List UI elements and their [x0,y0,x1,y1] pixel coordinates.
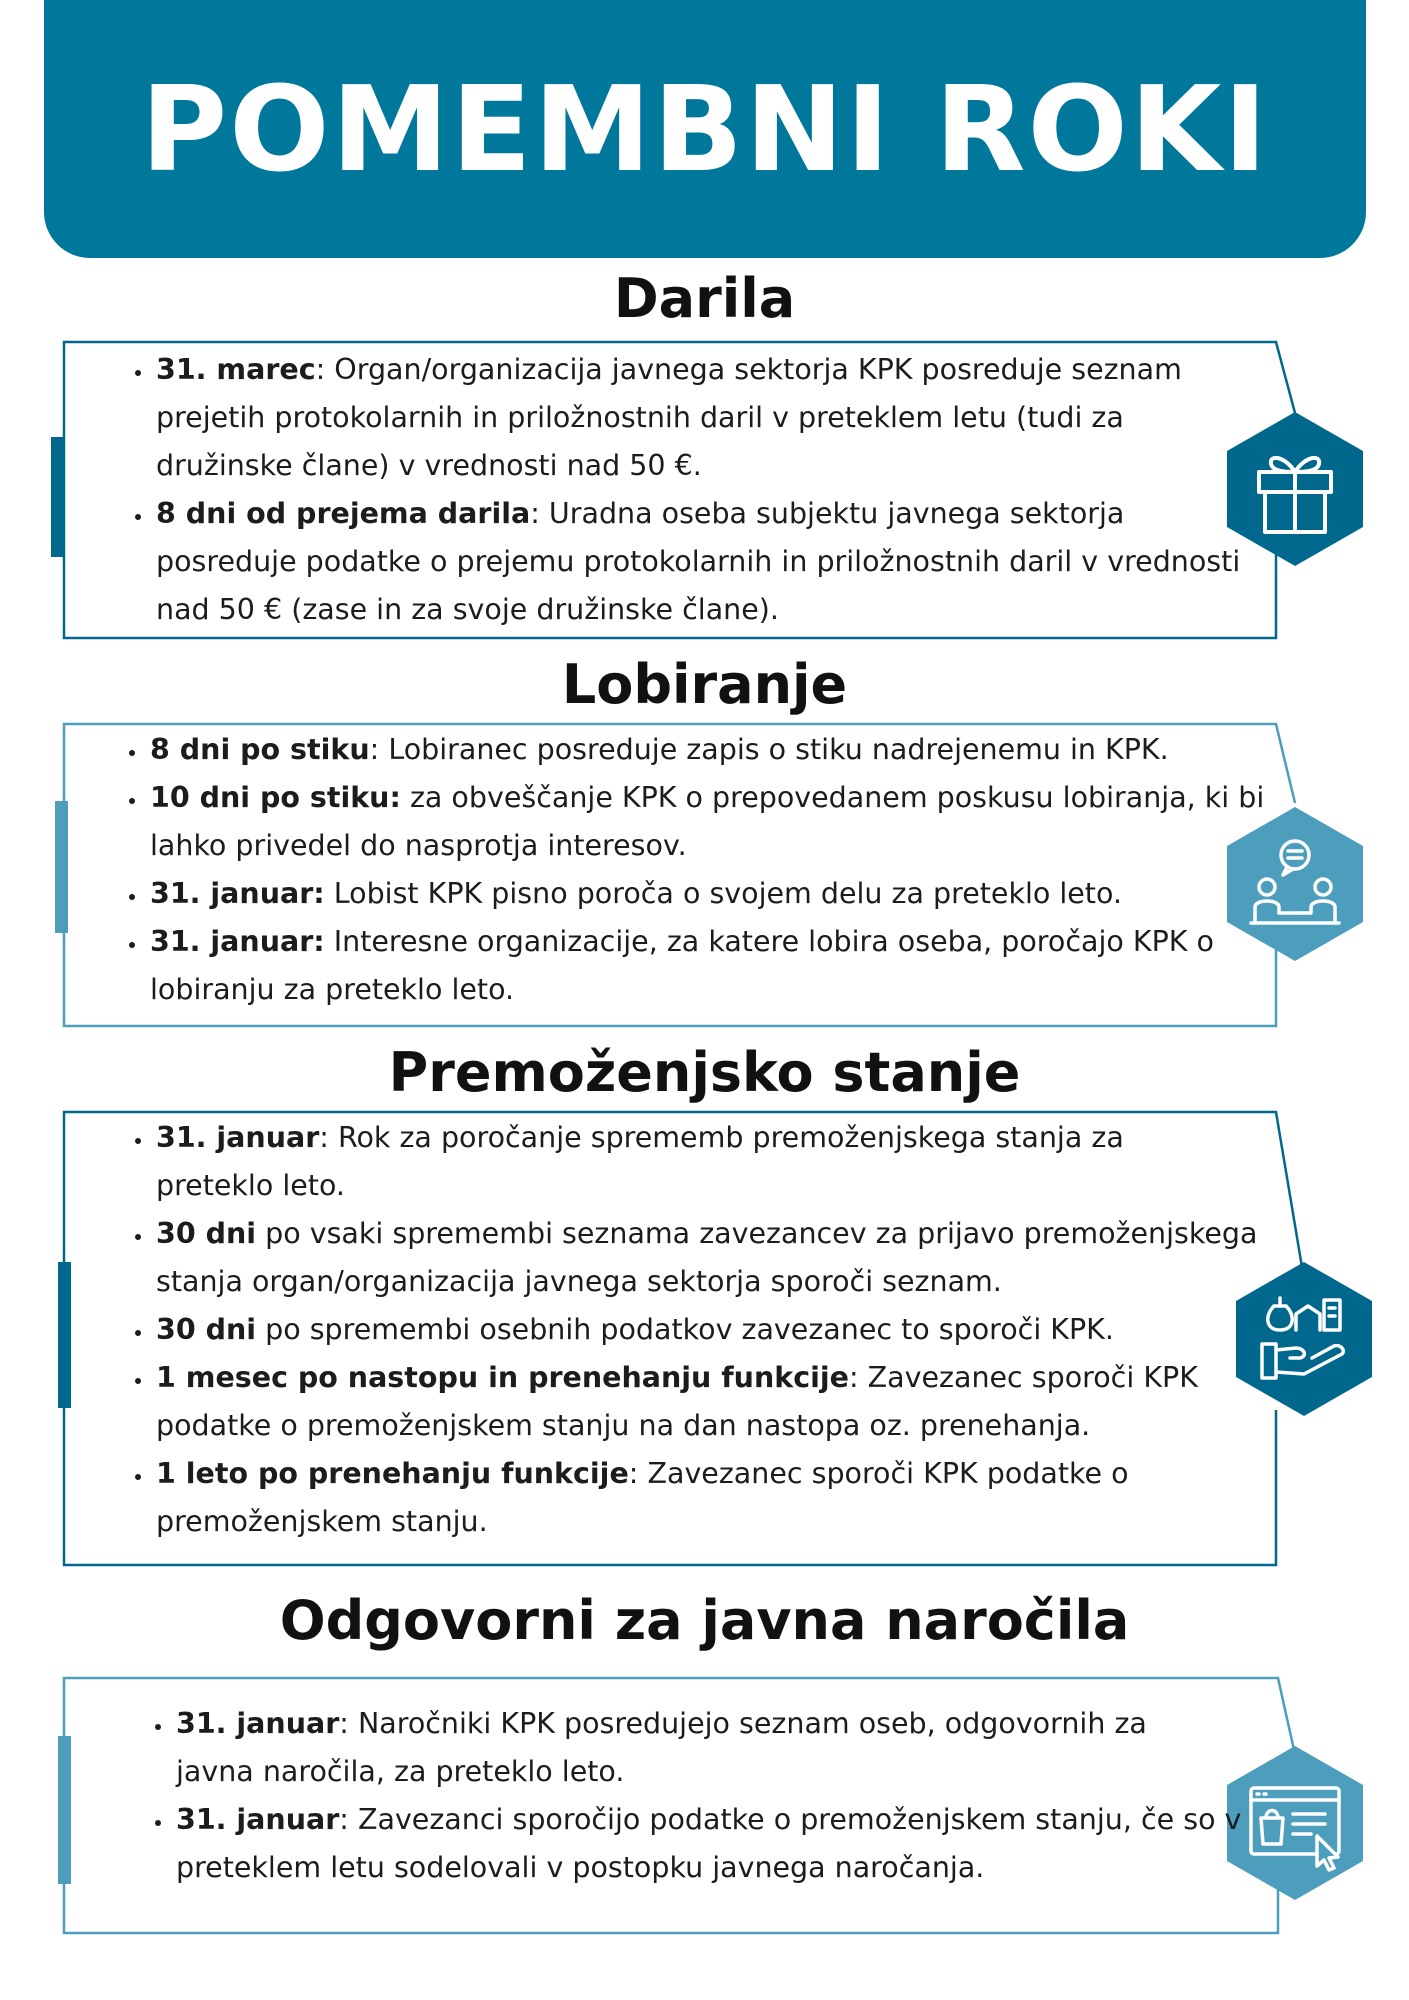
list-item [154,1210,1304,1306]
section-title-darila: Darila [613,267,796,330]
list-item: • 31. januar: Rok za poročanje sprememb premoženjskega stanja za preteklo leto. [154,1114,1304,1210]
list-premozenje [122,1114,1304,1546]
deadline-text: Uradna oseba subjektu javnega sektorja posreduje podatke o prejemu protokolarnih in priložnostnih daril v vrednosti nad 50 € (zase in za svoje družinske člane). [156,497,1241,626]
list-item [148,918,1268,1014]
deadline-text: Rok za poročanje sprememb premoženjskega stanja za preteklo leto. [156,1121,1124,1202]
deadline-label: 1 mesec po nastopu in prenehanju funkcije [156,1361,849,1394]
list-item: • 31. marec: Organ/organizacija javnega sektorja KPK posreduje seznam prejetih protokolarnih in priložnostnih daril v preteklem letu (tudi za družinske člane) v vrednosti nad 50 €. [154,346,1264,490]
deadline-text: Naročniki KPK posredujejo seznam oseb, odgovornih za javna naročila, za preteklo leto. [176,1707,1147,1788]
deadline-text: Zavezanci sporočijo podatke o premoženjskem stanju, če so v preteklem letu sodelovali v postopku javnega naročanja. [176,1803,1242,1884]
section-title-narocila: Odgovorni za javna naročila [279,1589,1130,1652]
deadline-label: 1 leto po prenehanju funkcije [156,1457,629,1490]
section-accent-darila [51,437,64,557]
section-title-premozenje: Premoženjsko stanje [388,1041,1021,1104]
list-narocila [142,1700,1264,1892]
deadline-text: Zavezanec sporoči KPK podatke o premoženjskem stanju. [156,1457,1129,1538]
list-item: • 1 leto po prenehanju funkcije: Zavezanec sporoči KPK podatke o premoženjskem stanju. [154,1450,1304,1546]
list-item: • 1 mesec po nastopu in prenehanju funkcije: Zavezanec sporoči KPK podatke o premoženjskem stanju na dan nastopa oz. prenehanja. [154,1354,1304,1450]
section-accent-premozenje [58,1262,71,1408]
deadline-label: 8 dni po stiku [150,733,370,766]
deadline-text: Zavezanec sporoči KPK podatke o premoženjskem stanju na dan nastopa oz. prenehanja. [156,1361,1198,1442]
deadline-label: 31. januar [156,1121,320,1154]
deadline-label: 31. januar [176,1707,340,1740]
section-accent-lobiranje [55,801,68,933]
deadline-label: 30 dni [156,1313,257,1346]
list-item: • 31. januar: Naročniki KPK posredujejo seznam oseb, odgovornih za javna naročila, za preteklo leto. [174,1700,1264,1796]
deadline-text: za obveščanje KPK o prepovedanem poskusu lobiranja, ki bi lahko privedel do nasprotja interesov. [150,781,1265,862]
deadline-text: Interesne organizacije, za katere lobira oseba, poročajo KPK o lobiranju za preteklo leto. [150,925,1214,1006]
deadline-label: 31. januar [176,1803,340,1836]
section-accent-narocila [58,1736,71,1884]
deadline-text: po spremembi osebnih podatkov zavezanec to sporoči KPK. [265,1313,1114,1346]
deadline-label: 30 dni [156,1217,257,1250]
deadline-label: 31. januar: [150,925,325,958]
section-title-lobiranje: Lobiranje [561,653,848,716]
deadline-text: Organ/organizacija javnega sektorja KPK posreduje seznam prejetih protokolarnih in priložnostnih daril v preteklem letu (tudi za družinske člane) v vrednosti nad 50 €. [156,353,1182,482]
list-lobiranje [116,726,1268,1014]
list-darila [122,346,1264,634]
deadline-label: 31. marec [156,353,316,386]
page-title: POMEMBNI ROKI [140,60,1270,198]
deadline-text: Lobist KPK pisno poroča o svojem delu za preteklo leto. [333,877,1122,910]
deadline-text: po vsaki spremembi seznama zavezancev za prijavo premoženjskega stanja organ/organizacija javnega sektorja sporoči seznam. [156,1217,1258,1298]
list-item: • 31. januar: Zavezanci sporočijo podatke o premoženjskem stanju, če so v preteklem letu sodelovali v postopku javnega naročanja. [174,1796,1264,1892]
list-item [148,870,1268,918]
deadline-label: 31. januar: [150,877,325,910]
list-item [148,774,1268,870]
list-item: • 8 dni od prejema darila: Uradna oseba subjektu javnega sektorja posreduje podatke o prejemu protokolarnih in priložnostnih daril v vrednosti nad 50 € (zase in za svoje družinske člane). [154,490,1264,634]
deadline-label: 10 dni po stiku: [150,781,401,814]
list-item: • 8 dni po stiku: Lobiranec posreduje zapis o stiku nadrejenemu in KPK. [148,726,1268,774]
header-banner [44,0,1366,258]
deadline-text: Lobiranec posreduje zapis o stiku nadrejenemu in KPK. [388,733,1169,766]
list-item [154,1306,1304,1354]
deadline-label: 8 dni od prejema darila [156,497,531,530]
